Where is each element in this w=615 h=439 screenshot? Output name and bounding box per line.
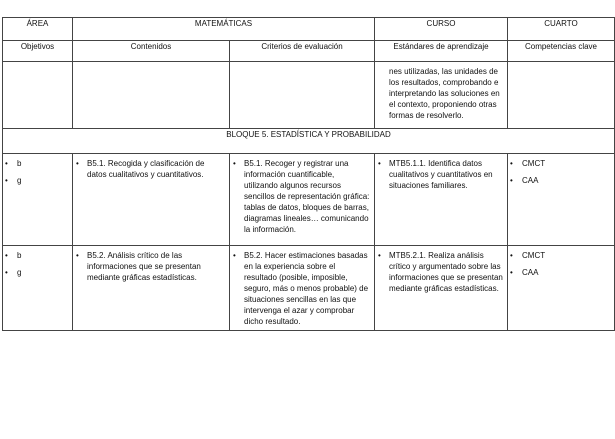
estandares-text: MTB5.2.1. Realiza análisis crítico y argumentado sobre las informaciones que se presentan mediante gráficas estadísticas. xyxy=(389,251,503,293)
bullet-icon: • xyxy=(5,268,8,277)
header-row xyxy=(3,18,615,41)
table-row xyxy=(3,154,615,246)
continuation-row xyxy=(3,62,615,129)
bullet-icon: • xyxy=(76,159,79,168)
bullet-icon: • xyxy=(510,268,513,277)
bullet-icon: • xyxy=(378,159,381,168)
cont-contenidos xyxy=(73,62,230,129)
list-item: • CMCT xyxy=(510,159,546,168)
bullet-icon: • xyxy=(510,159,513,168)
cont-criterios xyxy=(230,62,375,129)
criterios-cell xyxy=(230,154,375,246)
competencias-list xyxy=(508,246,614,278)
curso-label: CURSO xyxy=(375,18,508,41)
competencias-list xyxy=(508,154,614,186)
bullet-icon: • xyxy=(233,251,236,260)
criterios-text: B5.2. Hacer estimaciones basadas en la experiencia sobre el resultado (posible, imposible, seguro, más o menos probable) de situaciones sencillas en las que intervenga el azar y comprobar dicho resultado. xyxy=(244,251,369,326)
area-value: MATEMÁTICAS xyxy=(73,18,375,41)
estandares-cell xyxy=(375,154,508,246)
block-title: BLOQUE 5. ESTADÍSTICA Y PROBABILIDAD xyxy=(3,129,615,154)
criterios-text: B5.1. Recoger y registrar una información cuantificable, utilizando algunos recursos sencillos de representación gráfica: tablas de datos, bloques de barras, diagramas lineales… comunicando la información. xyxy=(244,159,370,234)
objetivos-list xyxy=(3,154,72,186)
bullet-icon: • xyxy=(5,251,8,260)
objetivos-list xyxy=(3,246,72,278)
competencias-cell xyxy=(508,154,615,246)
criterios-cell xyxy=(230,246,375,331)
bullet-icon: • xyxy=(233,159,236,168)
bullet-icon: • xyxy=(5,159,8,168)
list-item: • g xyxy=(5,176,22,185)
contenidos-text: B5.2. Análisis crítico de las informaciones que se presentan mediante gráficas estadísticas. xyxy=(87,251,201,282)
objetivos-cell xyxy=(3,154,73,246)
cont-estandares xyxy=(375,62,508,129)
col-contenidos: Contenidos xyxy=(73,41,230,62)
area-label: ÁREA xyxy=(3,18,73,41)
bullet-icon: • xyxy=(5,176,8,185)
cont-competencias xyxy=(508,62,615,129)
table-row xyxy=(3,246,615,331)
contenidos-cell xyxy=(73,246,230,331)
block-row xyxy=(3,129,615,154)
contenidos-text: B5.1. Recogida y clasificación de datos cualitativos y cuantitativos. xyxy=(87,159,205,179)
bullet-icon: • xyxy=(76,251,79,260)
curriculum-table xyxy=(2,17,615,331)
col-competencias: Competencias clave xyxy=(508,41,615,62)
competencias-cell xyxy=(508,246,615,331)
bullet-icon: • xyxy=(510,251,513,260)
column-header-row xyxy=(3,41,615,62)
list-item: • g xyxy=(5,268,22,277)
bullet-icon: • xyxy=(510,176,513,185)
list-item: • CAA xyxy=(510,268,539,277)
col-objetivos: Objetivos xyxy=(3,41,73,62)
contenidos-cell xyxy=(73,154,230,246)
list-item: • b xyxy=(5,159,22,168)
col-criterios: Criterios de evaluación xyxy=(230,41,375,62)
cont-objetivos xyxy=(3,62,73,129)
estandares-cell xyxy=(375,246,508,331)
bullet-icon: • xyxy=(378,251,381,260)
col-estandares: Estándares de aprendizaje xyxy=(375,41,508,62)
curso-value: CUARTO xyxy=(508,18,615,41)
objetivos-cell xyxy=(3,246,73,331)
estandares-text: MTB5.1.1. Identifica datos cualitativos y cuantitativos en situaciones familiares. xyxy=(389,159,493,190)
list-item: • b xyxy=(5,251,22,260)
continuation-text: nes utilizadas, las unidades de los resultados, comprobando e interpretando las soluciones en el contexto, proponiendo otras formas de resolverlo. xyxy=(389,67,500,120)
list-item: • CAA xyxy=(510,176,539,185)
list-item: • CMCT xyxy=(510,251,546,260)
